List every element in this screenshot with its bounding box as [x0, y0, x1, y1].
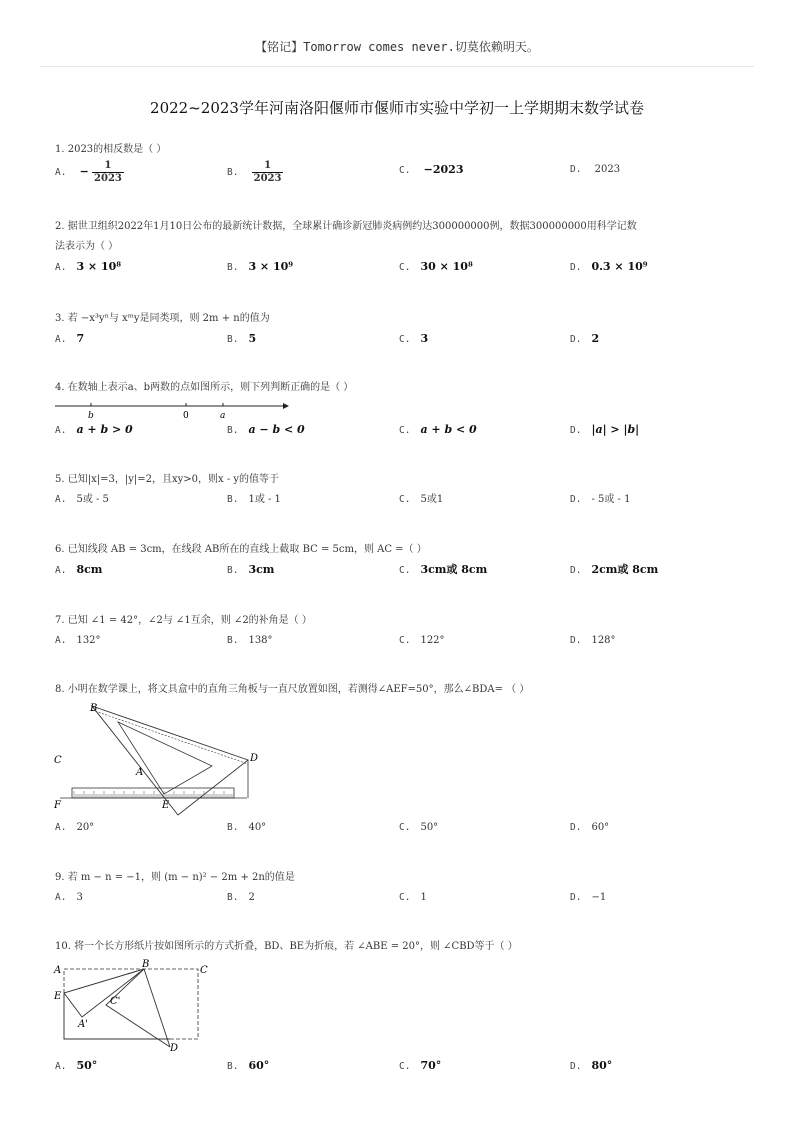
folded-rectangle-figure [52, 957, 212, 1055]
question-7 [55, 611, 745, 651]
options-row [55, 257, 745, 277]
label-E: E [54, 991, 62, 1002]
question-stem: 9. 若 m − n = −1，则 (m − n)² − 2m + 2n的值是 [55, 872, 295, 883]
label-zero: 0 [183, 411, 189, 420]
fraction: $\frac{1}{2023}$ [94, 160, 122, 184]
option-b[interactable]: B. 60° [227, 1059, 270, 1072]
question-10-options [55, 1056, 745, 1076]
header-divider [40, 66, 754, 67]
label-D: D [170, 1043, 179, 1054]
question-8 [55, 680, 745, 700]
option-b[interactable]: B. 5 [227, 332, 257, 345]
question-6 [55, 540, 745, 580]
set-square-inner [118, 722, 212, 794]
question-5 [55, 470, 745, 510]
options-row [55, 490, 745, 510]
fraction: $\frac{1}{2023}$ [253, 160, 282, 184]
option-d[interactable]: D. - 5或 - 1 [570, 494, 631, 505]
options-row [55, 818, 745, 838]
option-c[interactable]: C. 1 [399, 892, 427, 903]
question-stem: 7. 已知 ∠1 = 42°，∠2与 ∠1互余，则 ∠2的补角是（ ） [55, 615, 312, 626]
option-d[interactable]: D. 128° [570, 635, 616, 646]
option-a[interactable]: A. 132° [55, 635, 101, 646]
label-b: b [88, 411, 94, 420]
option-c[interactable]: C. 30 × 10⁸ [399, 260, 473, 273]
question-stem: 6. 已知线段 AB = 3cm，在线段 AB所在的直线上截取 BC = 5cm，则 AC =（ ） [55, 544, 427, 555]
label-B: B [90, 703, 98, 714]
label-A-prime: A' [78, 1019, 88, 1030]
option-c[interactable]: C. −2023 [399, 163, 464, 176]
option-a[interactable]: A. 50° [55, 1059, 98, 1072]
option-d[interactable]: D. −1 [570, 892, 607, 903]
option-b[interactable]: B. 1或 - 1 [227, 494, 281, 505]
option-d[interactable]: D. 2 [570, 332, 600, 345]
option-c[interactable]: C. 3cm或 8cm [399, 563, 488, 576]
option-c[interactable]: C. 122° [399, 635, 445, 646]
triangle-ruler-figure [52, 700, 262, 818]
set-square-edge-scale [92, 710, 248, 764]
folded-flap-left [64, 969, 144, 1017]
option-c[interactable]: C. 50° [399, 822, 439, 833]
options-row [55, 420, 745, 440]
question-2 [55, 217, 745, 277]
label-C: C [54, 755, 62, 766]
option-a[interactable]: A. a + b > 0 [55, 423, 133, 436]
ruler-body [72, 788, 234, 798]
option-b[interactable]: B. $\frac{1}{2023}$ [227, 160, 282, 184]
label-A: A [136, 767, 144, 778]
option-c[interactable]: C. 3 [399, 332, 429, 345]
option-c[interactable]: C. a + b < 0 [399, 423, 477, 436]
option-d[interactable]: D. 80° [570, 1059, 613, 1072]
option-c[interactable]: C. 5或1 [399, 494, 444, 505]
option-b[interactable]: B. 138° [227, 635, 273, 646]
question-stem: 5. 已知|x|=3，|y|=2，且xy>0，则x - y的值等于 [55, 474, 280, 485]
label-a: a [220, 411, 226, 420]
option-a[interactable]: A. 7 [55, 332, 85, 345]
options-row [55, 1056, 745, 1076]
option-b[interactable]: B. 3 × 10⁹ [227, 260, 294, 273]
question-stem: 3. 若 −x³yⁿ与 xᵐy是同类项，则 2m + n的值为 [55, 313, 270, 324]
question-stem-continued: 法表示为（ ） [55, 241, 119, 252]
question-stem: 4. 在数轴上表示a、b两数的点如图所示，则下列判断正确的是（ ） [55, 382, 354, 393]
option-a[interactable]: A. − $\frac{1}{2023}$ [55, 160, 122, 184]
ruler-ticks [74, 791, 234, 798]
label-C: C [200, 965, 208, 976]
arrow-head-icon [283, 403, 289, 409]
option-b[interactable]: B. a − b < 0 [227, 423, 305, 436]
question-8-options [55, 818, 745, 838]
label-D: D [250, 753, 259, 764]
options-row [55, 560, 745, 580]
label-E: E [162, 800, 170, 811]
number-line-figure [55, 398, 295, 420]
option-d[interactable]: D. 60° [570, 822, 610, 833]
option-b[interactable]: B. 2 [227, 892, 255, 903]
option-d[interactable]: D. 0.3 × 10⁹ [570, 260, 648, 273]
options-row [55, 160, 745, 186]
page-title: 2022~2023学年河南洛阳偃师市偃师市实验中学初一上学期期末数学试卷 [150, 99, 644, 117]
question-4 [55, 378, 745, 440]
question-3 [55, 309, 745, 349]
question-stem: 2. 据世卫组织2022年1月10日公布的最新统计数据，全球累计确诊新冠肺炎病例约达300000000例，数据300000000用科学记数 [55, 221, 637, 232]
option-a[interactable]: A. 3 [55, 892, 83, 903]
option-b[interactable]: B. 3cm [227, 563, 275, 576]
option-c[interactable]: C. 70° [399, 1059, 442, 1072]
label-F: F [54, 800, 61, 811]
header-motto: 【铭记】Tomorrow comes never.切莫依赖明天。 [255, 40, 539, 54]
option-a[interactable]: A. 5或 - 5 [55, 494, 109, 505]
fold-BD [144, 969, 170, 1047]
option-a[interactable]: A. 20° [55, 822, 95, 833]
options-row [55, 888, 745, 908]
set-square-outer [92, 706, 248, 815]
option-b[interactable]: B. 40° [227, 822, 267, 833]
folded-flap-right [106, 969, 170, 1047]
option-d[interactable]: D. 2023 [570, 164, 621, 175]
question-10 [55, 937, 745, 957]
option-a[interactable]: A. 8cm [55, 563, 103, 576]
question-stem: 8. 小明在数学课上，将文具盒中的直角三角板与一直尺放置如图，若测得∠AEF=50°，那么∠BDA= （ ） [55, 684, 530, 695]
options-row [55, 329, 745, 349]
question-stem: 10. 将一个长方形纸片按如图所示的方式折叠，BD、BE为折痕，若 ∠ABE = 20°，则 ∠CBD等于（ ） [55, 941, 518, 952]
option-a[interactable]: A. 3 × 10⁸ [55, 260, 122, 273]
question-9 [55, 868, 745, 908]
label-B: B [142, 959, 150, 970]
options-row [55, 631, 745, 651]
label-C-prime: C' [110, 996, 121, 1007]
option-d[interactable]: D. |a| > |b| [570, 423, 640, 436]
question-1 [55, 140, 745, 186]
question-stem: 1. 2023的相反数是（ ） [55, 144, 167, 155]
option-d[interactable]: D. 2cm或 8cm [570, 563, 659, 576]
label-A: A [54, 965, 62, 976]
